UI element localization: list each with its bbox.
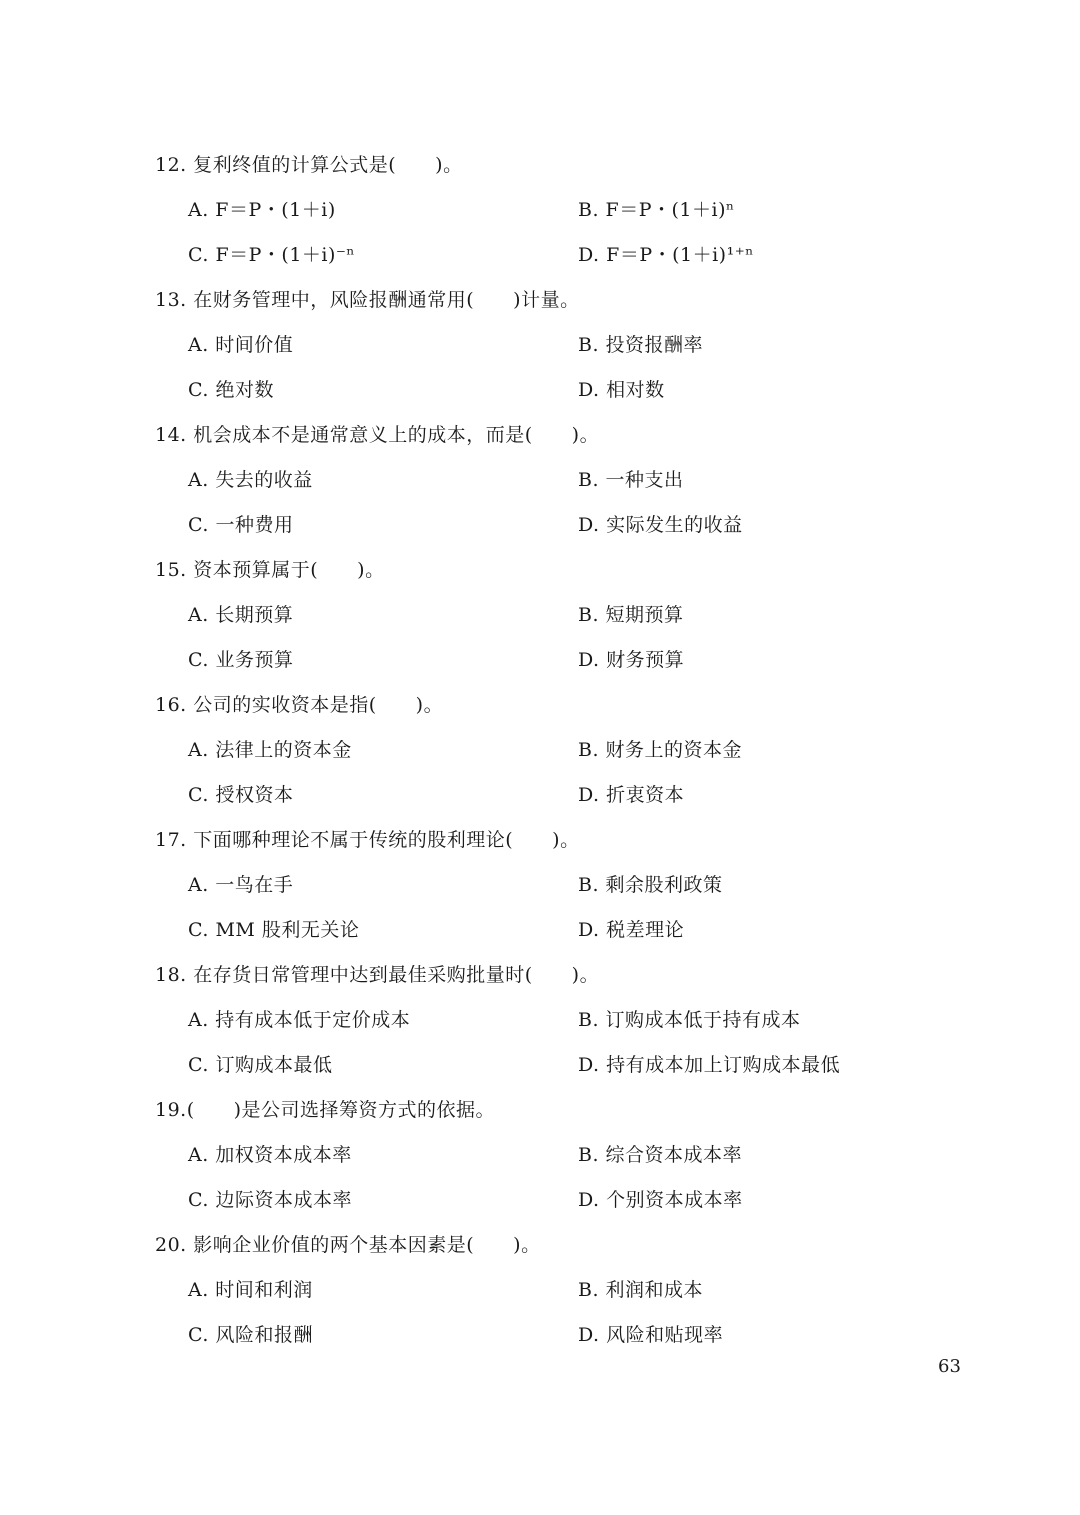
question-20-stem: 20. 影响企业价值的两个基本因素是( )。 — [155, 1234, 541, 1256]
question-15-option-d: D. 财务预算 — [578, 649, 685, 671]
question-17-option-d: D. 税差理论 — [578, 919, 685, 941]
question-17-option-a: A. 一鸟在手 — [188, 874, 294, 896]
question-12-option-c: C. F＝P・(1＋i)⁻ⁿ — [188, 244, 356, 266]
question-14-option-d: D. 实际发生的收益 — [578, 514, 743, 536]
question-13-option-b: B. 投资报酬率 — [578, 334, 704, 356]
question-20-option-c: C. 风险和报酬 — [188, 1324, 313, 1346]
question-13-option-d: D. 相对数 — [578, 379, 665, 401]
question-19-option-c: C. 边际资本成本率 — [188, 1189, 352, 1211]
question-12-option-b: B. F＝P・(1＋i)ⁿ — [578, 199, 735, 221]
question-13-option-c: C. 绝对数 — [188, 379, 274, 401]
question-15-option-c: C. 业务预算 — [188, 649, 294, 671]
question-18-option-a: A. 持有成本低于定价成本 — [188, 1009, 411, 1031]
question-17-option-c: C. MM 股利无关论 — [188, 919, 360, 941]
question-13-option-a: A. 时间价值 — [188, 334, 294, 356]
question-15-stem: 15. 资本预算属于( )。 — [155, 559, 385, 581]
question-14-option-c: C. 一种费用 — [188, 514, 294, 536]
question-18-stem: 18. 在存货日常管理中达到最佳采购批量时( )。 — [155, 964, 600, 986]
question-16-option-a: A. 法律上的资本金 — [188, 739, 352, 761]
question-12-stem: 12. 复利终值的计算公式是( )。 — [155, 154, 463, 176]
question-12-option-d: D. F＝P・(1＋i)¹⁺ⁿ — [578, 244, 754, 266]
question-19-option-d: D. 个别资本成本率 — [578, 1189, 743, 1211]
question-15-option-b: B. 短期预算 — [578, 604, 684, 626]
question-14-option-a: A. 失去的收益 — [188, 469, 313, 491]
question-18-option-d: D. 持有成本加上订购成本最低 — [578, 1054, 841, 1076]
question-17-stem: 17. 下面哪种理论不属于传统的股利理论( )。 — [155, 829, 580, 851]
question-14-stem: 14. 机会成本不是通常意义上的成本，而是( )。 — [155, 424, 600, 446]
question-12-option-a: A. F＝P・(1＋i) — [188, 199, 336, 221]
question-18-option-c: C. 订购成本最低 — [188, 1054, 333, 1076]
question-16-stem: 16. 公司的实收资本是指( )。 — [155, 694, 444, 716]
question-19-option-a: A. 加权资本成本率 — [188, 1144, 352, 1166]
question-19-stem: 19.( )是公司选择筹资方式的依据。 — [155, 1099, 496, 1121]
question-20-option-d: D. 风险和贴现率 — [578, 1324, 724, 1346]
question-14-option-b: B. 一种支出 — [578, 469, 684, 491]
question-20-option-a: A. 时间和利润 — [188, 1279, 313, 1301]
question-20-option-b: B. 利润和成本 — [578, 1279, 704, 1301]
page-number: 63 — [938, 1356, 961, 1377]
question-18-option-b: B. 订购成本低于持有成本 — [578, 1009, 801, 1031]
question-16-option-c: C. 授权资本 — [188, 784, 294, 806]
question-19-option-b: B. 综合资本成本率 — [578, 1144, 743, 1166]
question-13-stem: 13. 在财务管理中，风险报酬通常用( )计量。 — [155, 289, 580, 311]
question-17-option-b: B. 剩余股利政策 — [578, 874, 723, 896]
question-15-option-a: A. 长期预算 — [188, 604, 294, 626]
question-16-option-d: D. 折衷资本 — [578, 784, 685, 806]
question-16-option-b: B. 财务上的资本金 — [578, 739, 743, 761]
